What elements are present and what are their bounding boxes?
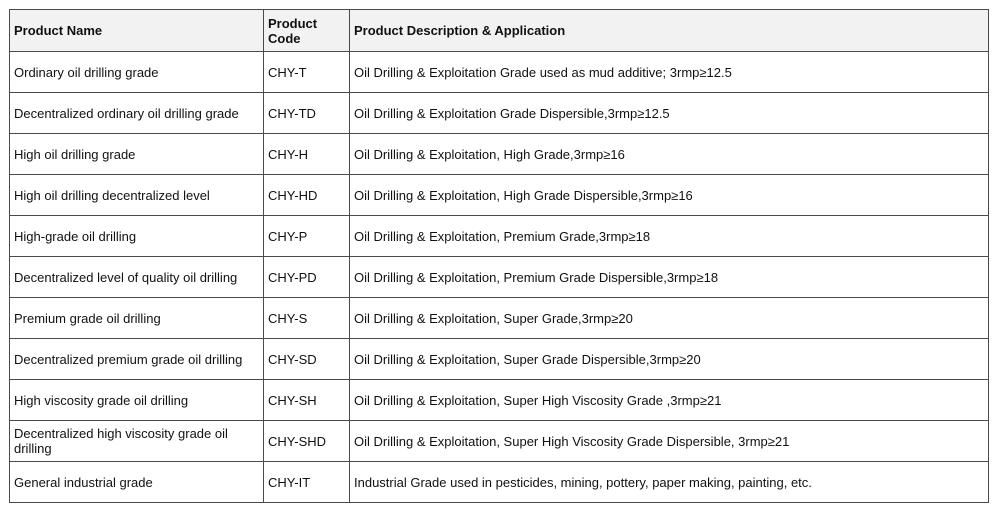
table-row <box>10 175 989 216</box>
product-description-cell: Oil Drilling & Exploitation, Super Grade,3rmp≥20 <box>350 298 989 339</box>
product-name-cell: Decentralized level of quality oil drilling <box>10 257 264 298</box>
table-row <box>10 93 989 134</box>
table-row <box>10 52 989 93</box>
product-code-cell: CHY-SD <box>264 339 350 380</box>
product-code-cell: CHY-TD <box>264 93 350 134</box>
product-name-cell: Decentralized premium grade oil drilling <box>10 339 264 380</box>
product-description-cell: Industrial Grade used in pesticides, mining, pottery, paper making, painting, etc. <box>350 462 989 503</box>
table-row <box>10 421 989 462</box>
product-name-cell: Ordinary oil drilling grade <box>10 52 264 93</box>
product-code-cell: CHY-HD <box>264 175 350 216</box>
product-description-cell: Oil Drilling & Exploitation, Super High Viscosity Grade ,3rmp≥21 <box>350 380 989 421</box>
product-code-cell: CHY-H <box>264 134 350 175</box>
product-description-cell: Oil Drilling & Exploitation, High Grade,3rmp≥16 <box>350 134 989 175</box>
product-code-cell: CHY-PD <box>264 257 350 298</box>
product-description-cell: Oil Drilling & Exploitation Grade used as mud additive; 3rmp≥12.5 <box>350 52 989 93</box>
product-name-cell: Decentralized high viscosity grade oil drilling <box>10 421 264 462</box>
product-description-cell: Oil Drilling & Exploitation, Super Grade Dispersible,3rmp≥20 <box>350 339 989 380</box>
product-code-cell: CHY-S <box>264 298 350 339</box>
product-code-cell: CHY-SH <box>264 380 350 421</box>
product-code-cell: CHY-SHD <box>264 421 350 462</box>
product-code-cell: CHY-P <box>264 216 350 257</box>
header-row <box>10 10 989 52</box>
product-description-cell: Oil Drilling & Exploitation, Premium Grade,3rmp≥18 <box>350 216 989 257</box>
table-row <box>10 380 989 421</box>
product-name-cell: High oil drilling grade <box>10 134 264 175</box>
table-row <box>10 134 989 175</box>
product-name-cell: High-grade oil drilling <box>10 216 264 257</box>
product-name-cell: Decentralized ordinary oil drilling grade <box>10 93 264 134</box>
product-table <box>9 9 989 503</box>
product-name-cell: Premium grade oil drilling <box>10 298 264 339</box>
product-description-cell: Oil Drilling & Exploitation, Premium Grade Dispersible,3rmp≥18 <box>350 257 989 298</box>
table-body <box>10 52 989 503</box>
header-product-name: Product Name <box>10 10 264 52</box>
table-header <box>10 10 989 52</box>
header-product-description: Product Description & Application <box>350 10 989 52</box>
table-row <box>10 339 989 380</box>
table-row <box>10 216 989 257</box>
table-row <box>10 462 989 503</box>
table-row <box>10 257 989 298</box>
product-name-cell: General industrial grade <box>10 462 264 503</box>
product-code-cell: CHY-T <box>264 52 350 93</box>
product-description-cell: Oil Drilling & Exploitation Grade Dispersible,3rmp≥12.5 <box>350 93 989 134</box>
table-row <box>10 298 989 339</box>
product-name-cell: High oil drilling decentralized level <box>10 175 264 216</box>
header-product-code: Product Code <box>264 10 350 52</box>
product-name-cell: High viscosity grade oil drilling <box>10 380 264 421</box>
product-description-cell: Oil Drilling & Exploitation, High Grade Dispersible,3rmp≥16 <box>350 175 989 216</box>
product-code-cell: CHY-IT <box>264 462 350 503</box>
product-description-cell: Oil Drilling & Exploitation, Super High Viscosity Grade Dispersible, 3rmp≥21 <box>350 421 989 462</box>
